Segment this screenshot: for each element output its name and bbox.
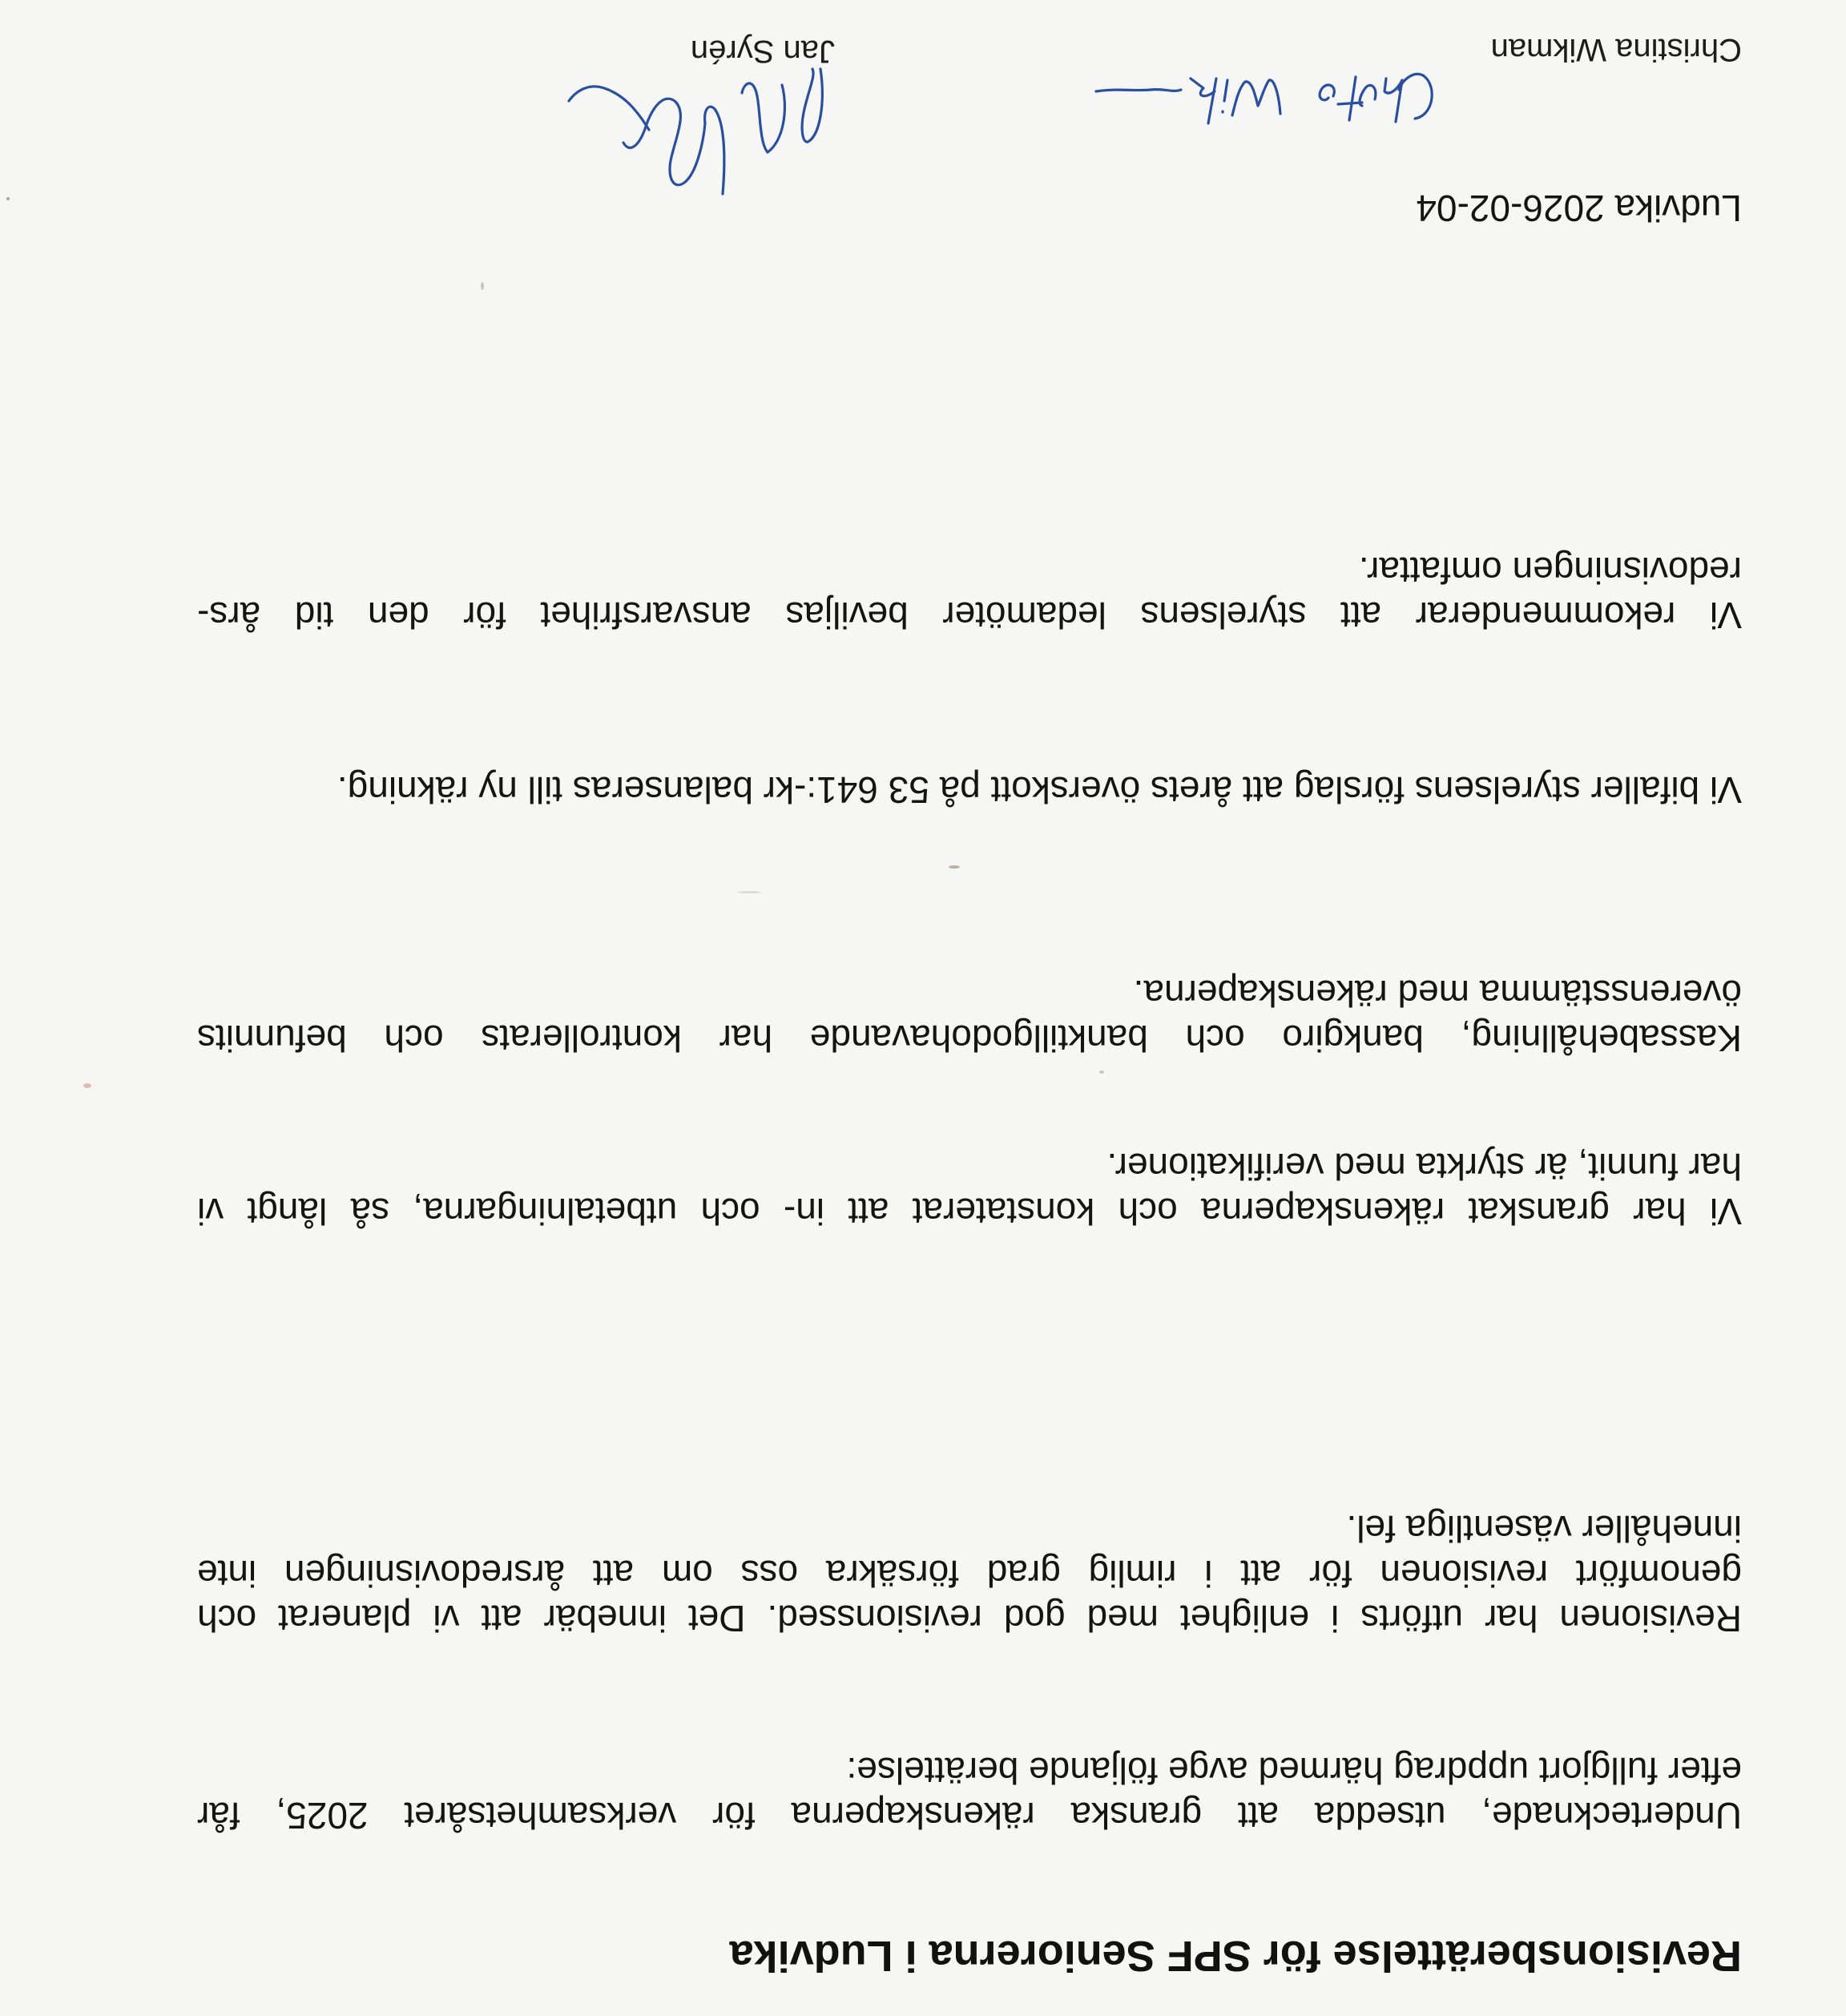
signatory-name-christina: Christina Wikman bbox=[1490, 32, 1742, 67]
scan-speck bbox=[481, 282, 484, 290]
paragraph-4 bbox=[197, 971, 1742, 1061]
paragraph-line: Vi har granskat räkenskaperna och konstaterat att in- och utbetalningarna, så långt vi bbox=[197, 1191, 1742, 1232]
paragraph-3 bbox=[197, 1144, 1742, 1234]
paragraph-1 bbox=[197, 1748, 1742, 1838]
paragraph-line: genomfört revisionen för att i rimlig grad försäkra oss om att årsredovisningen inte bbox=[197, 1553, 1742, 1595]
scan-speck bbox=[737, 891, 761, 893]
paragraph-line: redovisningen omfattar. bbox=[1358, 550, 1742, 591]
paragraph-line: Undertecknade, utsedda att granska räkenskaperna för verksamhetsåret 2025, får bbox=[197, 1795, 1742, 1837]
paragraph-line: Revisionen har utförts i enlighet med god revisionssed. Det innebär att vi planerat och bbox=[197, 1598, 1742, 1639]
scan-speck bbox=[1099, 1070, 1104, 1074]
scan-speck bbox=[949, 865, 960, 869]
signatory-name-jan: Jan Syrén bbox=[690, 34, 835, 69]
paragraph-line: Vi rekommenderar att styrelsens ledamöter beviljas ansvarsfrihet för den tid års- bbox=[197, 595, 1742, 636]
scan-speck bbox=[6, 197, 10, 200]
paragraph-6 bbox=[197, 548, 1742, 638]
place-and-date: Ludvika 2026-02-04 bbox=[1416, 187, 1742, 229]
paragraph-line: har funnit, är styrkta med verifikationer. bbox=[1106, 1146, 1742, 1187]
paragraph-line: överensstämma med räkenskaperna. bbox=[1133, 973, 1742, 1014]
scan-speck bbox=[83, 1083, 91, 1088]
signature-christina-wikman bbox=[1077, 58, 1445, 138]
paragraph-5: Vi bifaller styrelsens förslag att årets överskott på 53 641:-kr balanseras till ny räkning. bbox=[337, 769, 1742, 811]
paragraph-2 bbox=[197, 1506, 1742, 1641]
document-title: Revisionsberättelse för SPF Seniorerna i Ludvika bbox=[729, 1932, 1742, 1980]
paragraph-line: Kassabehållning, bankgiro och banktillgodohavande har kontrollerats och befunnits bbox=[197, 1018, 1742, 1059]
paragraph-line: innehåller väsentliga fel. bbox=[1346, 1508, 1742, 1550]
paragraph-line: efter fullgjort uppdrag härmed avge följande berättelse: bbox=[846, 1750, 1742, 1792]
